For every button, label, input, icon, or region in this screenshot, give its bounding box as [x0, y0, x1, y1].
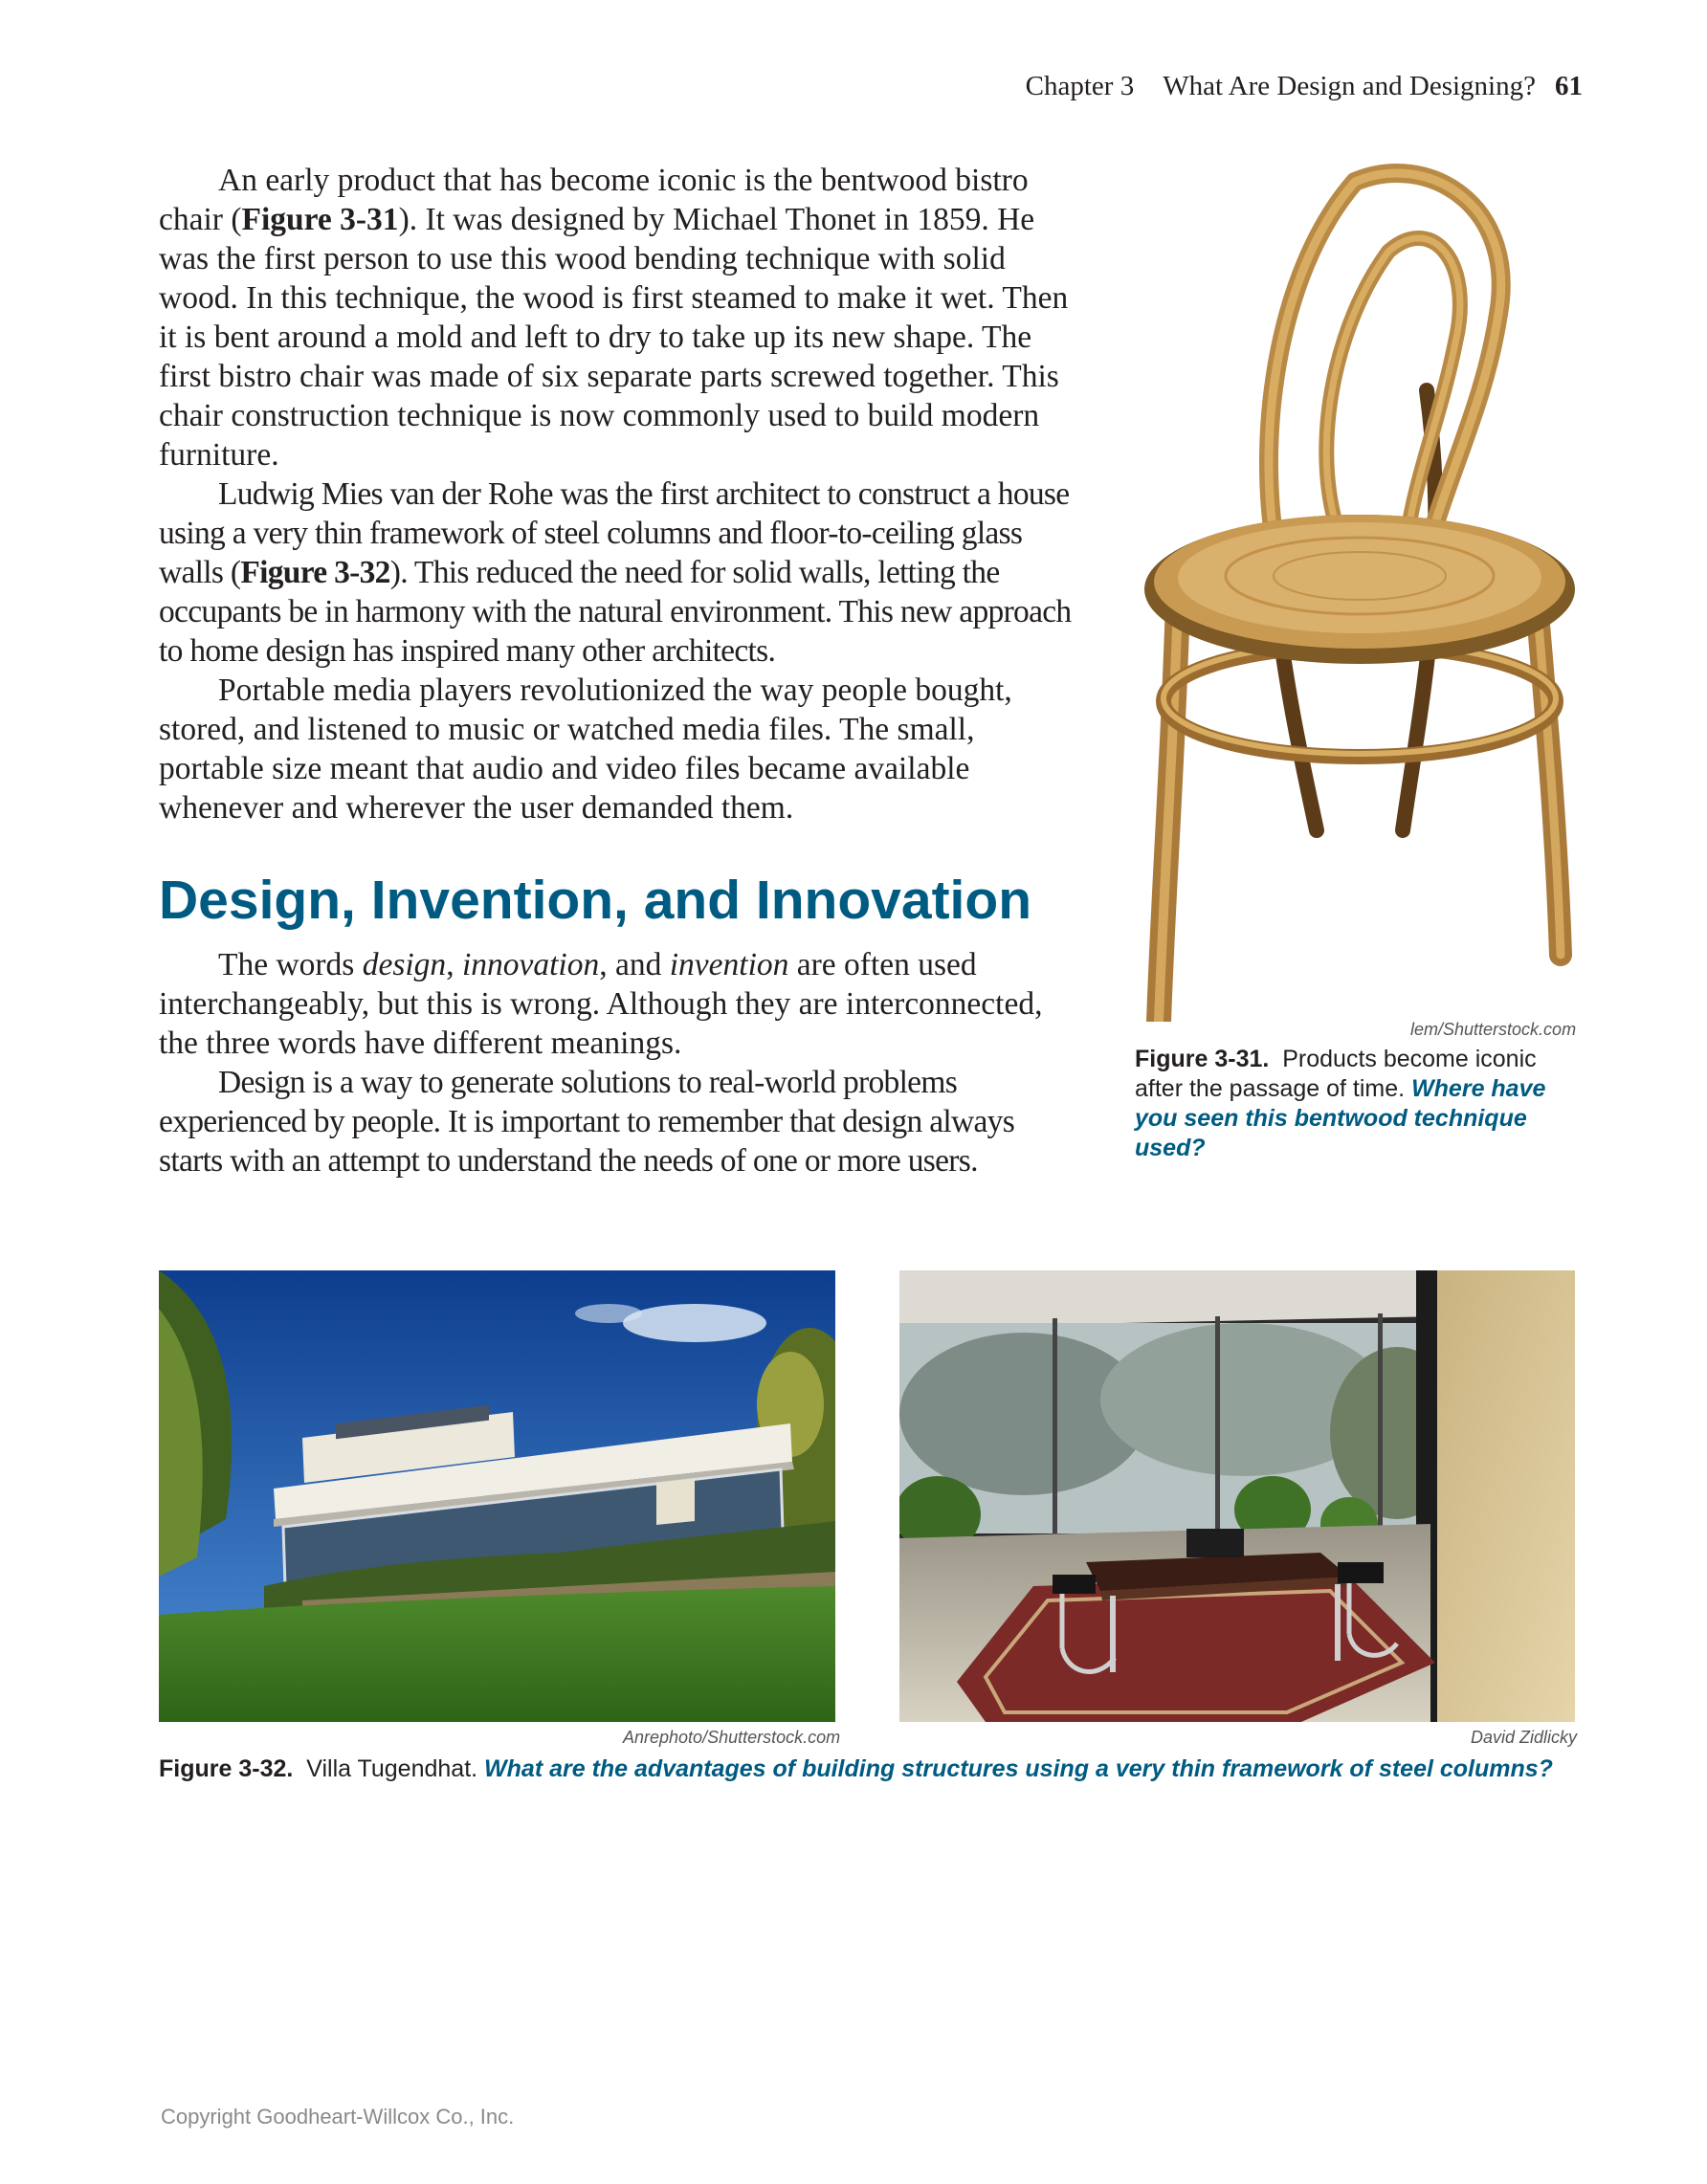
paragraph-mies-van-der-rohe: Ludwig Mies van der Rohe was the first architect to construct a house using a very thin framework of steel columns and floor-to-ceiling glass walls (Figure 3-32). This reduced the need for solid walls, letting the occupants be in harmony with the natural environment. This new approach to home design has inspired many other architects. [159, 476, 1072, 669]
section-body-text [159, 945, 1077, 1180]
villa-exterior-photo [159, 1270, 835, 1722]
figure-3-31-question: Where have you seen this bentwood technique used? [1135, 1075, 1546, 1161]
figure-3-31-credit: lem/Shutterstock.com [1410, 1020, 1577, 1039]
paragraph-media-players: Portable media players revolutionized the way people bought, stored, and listened to music or watched media files. The small, portable size meant that audio and video files became available whenever and wherever the user demanded them. [159, 673, 1012, 826]
paragraph-design-definition: Design is a way to generate solutions to real-world problems experienced by people. It is important to remember that design always starts with an attempt to understand the needs of one or more users. [159, 1065, 1015, 1179]
figure-3-31-caption [1135, 1045, 1585, 1163]
paragraph-definitions: The words design, innovation, and invention are often used interchangeably, but this is wrong. Although they are interconnected, the three words have different meanings. [159, 947, 1043, 1061]
figure-3-31-text: Products become iconic after the passage of time. [1135, 1046, 1537, 1102]
figure-3-32-caption [159, 1754, 1575, 1784]
figure-3-32-text: Villa Tugendhat. [306, 1755, 478, 1782]
figure-3-32-question: What are the advantages of building structures using a very thin framework of steel columns? [484, 1755, 1553, 1782]
figure-3-32-credit-right: David Zidlicky [1471, 1728, 1578, 1747]
villa-interior-photo [899, 1270, 1575, 1722]
copyright-footer: Copyright Goodheart-Willcox Co., Inc. [161, 2105, 515, 2129]
figure-3-31-label: Figure 3-31. [1135, 1046, 1270, 1072]
figure-3-32-credit-left: Anrephoto/Shutterstock.com [623, 1728, 841, 1747]
section-heading: Design, Invention, and Innovation [159, 870, 1032, 931]
figure-3-32-label: Figure 3-32. [159, 1755, 294, 1782]
running-header [1026, 71, 1583, 102]
chapter-title: What Are Design and Designing? [1163, 71, 1536, 101]
chapter-label: Chapter 3 [1025, 71, 1135, 101]
page-number: 61 [1555, 71, 1583, 101]
paragraph-bistro-chair: An early product that has become iconic is the bentwood bistro chair (Figure 3-31). It was designed by Michael Thonet in 1859. He was the first person to use this wood bending technique with solid wood. In this technique, the wood is first steamed to make it wet. Then it is bent around a mold and left to dry to take up its new shape. The first bistro chair was made of six separate parts screwed together. This chair construction technique is now commonly used to build modern furniture. [159, 163, 1069, 473]
main-body-text [159, 161, 1077, 827]
bentwood-chair-photo [1135, 161, 1575, 1022]
figure-ref-3-32: Figure 3-32 [240, 555, 390, 590]
figure-ref-3-31: Figure 3-31 [241, 202, 399, 237]
